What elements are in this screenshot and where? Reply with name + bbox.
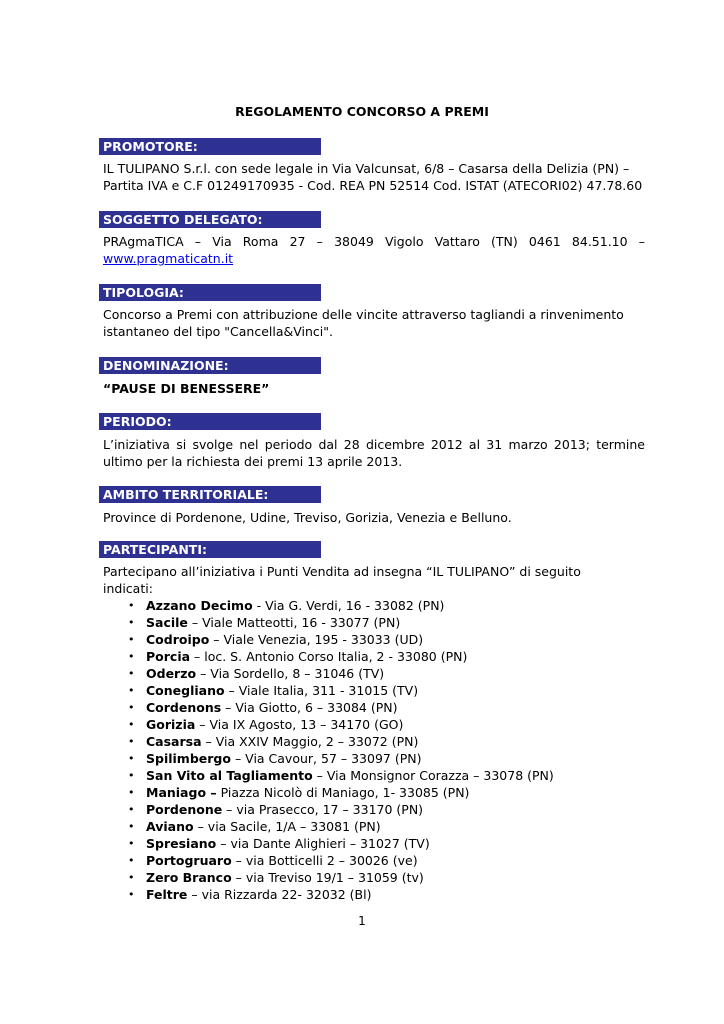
bullet-icon: • [128, 888, 135, 901]
store-address: – via Dante Alighieri – 31027 (TV) [216, 836, 430, 851]
soggetto-delegato-text [103, 233, 645, 267]
bullet-icon: • [128, 735, 135, 748]
bullet-icon: • [128, 871, 135, 884]
store-list-item [103, 767, 554, 784]
store-list-item [103, 682, 554, 699]
denominazione-text: “PAUSE DI BENESSERE” [103, 381, 270, 396]
store-address: – via Prasecco, 17 – 33170 (PN) [222, 802, 424, 817]
ambito-text: Province di Pordenone, Udine, Treviso, Gorizia, Venezia e Belluno. [103, 510, 512, 525]
periodo-text: L’iniziativa si svolge nel periodo dal 28 dicembre 2012 al 31 marzo 2013; termine ultimo per la richiesta dei premi 13 aprile 2013. [103, 437, 645, 469]
store-address: – Via XXIV Maggio, 2 – 33072 (PN) [201, 734, 419, 749]
page-number: 1 [358, 914, 366, 928]
store-name: Porcia [146, 649, 191, 664]
store-name: Maniago – [146, 785, 217, 800]
store-address: Piazza Nicolò di Maniago, 1- 33085 (PN) [216, 785, 470, 800]
store-name: Codroipo [146, 632, 210, 647]
store-name: San Vito al Tagliamento [146, 768, 313, 783]
promotore-text: IL TULIPANO S.r.l. con sede legale in Via Valcunsat, 6/8 – Casarsa della Delizia (PN) – Partita IVA e C.F 01249170935 - Cod. REA PN 52514 Cod. ISTAT (ATECORI02) 47.78.60 [103, 161, 643, 193]
bullet-icon: • [128, 786, 135, 799]
bullet-icon: • [128, 599, 135, 612]
store-name: Pordenone [146, 802, 223, 817]
store-list-item [103, 716, 554, 733]
website-link[interactable]: www.pragmaticatn.it [103, 251, 234, 266]
bullet-icon: • [128, 616, 135, 629]
store-address: – Viale Italia, 311 - 31015 (TV) [224, 683, 419, 698]
store-address: – Via Giotto, 6 – 33084 (PN) [221, 700, 398, 715]
bullet-icon: • [128, 837, 135, 850]
store-name: Azzano Decimo [146, 598, 253, 613]
section-heading-partecipanti: PARTECIPANTI: [99, 541, 321, 558]
partecipanti-intro: Partecipano all’iniziativa i Punti Vendita ad insegna “IL TULIPANO” di seguito indicati: [103, 564, 581, 596]
store-address: – via Treviso 19/1 – 31059 (tv) [231, 870, 424, 885]
store-list-item [103, 852, 554, 869]
store-list-item [103, 801, 554, 818]
bullet-icon: • [128, 650, 135, 663]
section-heading-promotore: PROMOTORE: [99, 138, 321, 155]
bullet-icon: • [128, 667, 135, 680]
store-list-item [103, 886, 554, 903]
store-name: Sacile [146, 615, 188, 630]
bullet-icon: • [128, 633, 135, 646]
store-list-item [103, 699, 554, 716]
store-list-item [103, 818, 554, 835]
store-name: Portogruaro [146, 853, 232, 868]
store-address: – Viale Matteotti, 16 - 33077 (PN) [187, 615, 401, 630]
bullet-icon: • [128, 701, 135, 714]
store-name: Aviano [146, 819, 194, 834]
store-address: – Via IX Agosto, 13 – 34170 (GO) [195, 717, 404, 732]
bullet-icon: • [128, 854, 135, 867]
bullet-icon: • [128, 820, 135, 833]
store-address: - Via G. Verdi, 16 - 33082 (PN) [252, 598, 445, 613]
tipologia-text: Concorso a Premi con attribuzione delle vincite attraverso tagliandi a rinvenimento istantaneo del tipo "Cancella&Vinci". [103, 307, 624, 339]
store-list-item [103, 648, 554, 665]
store-name: Spilimbergo [146, 751, 231, 766]
store-list [103, 597, 554, 903]
store-list-item [103, 665, 554, 682]
section-heading-denominazione: DENOMINAZIONE: [99, 357, 321, 374]
section-heading-ambito: AMBITO TERRITORIALE: [99, 486, 321, 503]
store-name: Gorizia [146, 717, 196, 732]
soggetto-delegato-details: PRAgmaTICA – Via Roma 27 – 38049 Vigolo Vattaro (TN) 0461 84.51.10 – [103, 234, 645, 249]
section-heading-tipologia: TIPOLOGIA: [99, 284, 321, 301]
store-name: Oderzo [146, 666, 197, 681]
store-name: Feltre [146, 887, 188, 902]
bullet-icon: • [128, 718, 135, 731]
store-address: – Via Monsignor Corazza – 33078 (PN) [312, 768, 554, 783]
store-name: Zero Branco [146, 870, 232, 885]
store-name: Conegliano [146, 683, 225, 698]
store-address: – Viale Venezia, 195 - 33033 (UD) [209, 632, 424, 647]
document-title: REGOLAMENTO CONCORSO A PREMI [235, 104, 489, 119]
store-address: – Via Cavour, 57 – 33097 (PN) [230, 751, 422, 766]
bullet-icon: • [128, 684, 135, 697]
bullet-icon: • [128, 803, 135, 816]
store-address: – loc. S. Antonio Corso Italia, 2 - 33080 (PN) [190, 649, 468, 664]
store-address: – via Sacile, 1/A – 33081 (PN) [193, 819, 381, 834]
section-heading-soggetto-delegato: SOGGETTO DELEGATO: [99, 211, 321, 228]
section-heading-periodo: PERIODO: [99, 413, 321, 430]
store-list-item [103, 869, 554, 886]
store-name: Spresiano [146, 836, 217, 851]
store-list-item [103, 784, 554, 801]
store-address: – via Botticelli 2 – 30026 (ve) [231, 853, 418, 868]
store-name: Casarsa [146, 734, 202, 749]
bullet-icon: • [128, 752, 135, 765]
store-name: Cordenons [146, 700, 222, 715]
store-list-item [103, 750, 554, 767]
store-list-item [103, 614, 554, 631]
store-address: – Via Sordello, 8 – 31046 (TV) [196, 666, 385, 681]
store-list-item [103, 733, 554, 750]
store-list-item [103, 631, 554, 648]
bullet-icon: • [128, 769, 135, 782]
store-list-item [103, 597, 554, 614]
store-address: – via Rizzarda 22- 32032 (Bl) [187, 887, 372, 902]
store-list-item [103, 835, 554, 852]
